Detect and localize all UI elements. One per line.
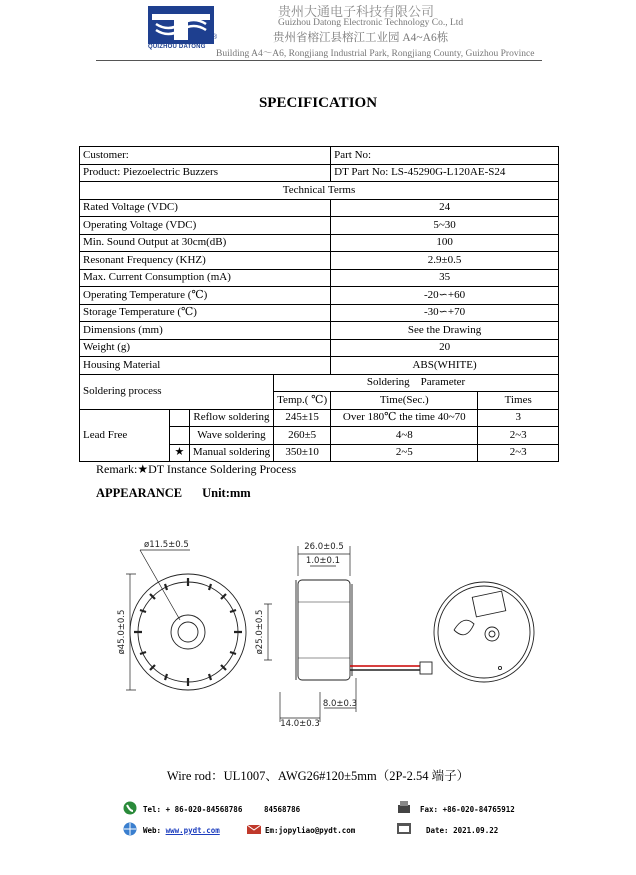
footer-web-link[interactable]: www.pydt.com (165, 826, 220, 835)
table-row (80, 287, 559, 305)
soldering-time: Over 180℃ the time 40~70 (331, 409, 478, 427)
soldering-method: Wave soldering (189, 427, 273, 445)
fax-icon (396, 800, 412, 814)
address-cn: 贵州省榕江县榕江工业园 A4~A6栋 (273, 32, 449, 44)
spec-label: Housing Material (80, 357, 331, 375)
technical-terms-heading: Technical Terms (80, 182, 559, 200)
spec-label: Rated Voltage (VDC) (80, 199, 331, 217)
spec-label: Storage Temperature (℃) (80, 304, 331, 322)
soldering-temp: 245±15 (274, 409, 331, 427)
customer-cell: Customer: (80, 147, 331, 165)
email-icon (246, 822, 262, 836)
dim-body-diameter: ø25.0±0.5 (255, 609, 265, 655)
footer-email[interactable]: Em:jopyliao@pydt.com (265, 826, 356, 835)
table-row (80, 339, 559, 357)
spec-value: 35 (331, 269, 559, 287)
phone-icon (122, 801, 138, 815)
footer-fax: Fax: +86-020-84765912 (420, 805, 515, 814)
table-row (80, 304, 559, 322)
dt-part-no-cell: DT Part No: LS-45290G-L120AE-S24 (331, 164, 559, 182)
spec-label: Operating Temperature (℃) (80, 287, 331, 305)
table-row (80, 322, 559, 340)
table-row (80, 409, 559, 427)
spec-label: Operating Voltage (VDC) (80, 217, 331, 235)
soldering-process-label: Soldering process (80, 374, 274, 409)
soldering-parameter-heading: Soldering Parameter (274, 374, 559, 392)
wire-rod-text: Wire rod：UL1007、AWG26#120±5mm（2P-2.54 端子） (166, 769, 470, 783)
spec-value: -30∽+70 (331, 304, 559, 322)
dim-flange: 1.0±0.1 (305, 556, 341, 566)
table-row (80, 357, 559, 375)
table-row (80, 182, 559, 200)
dim-diameter: ø45.0±0.5 (117, 609, 127, 655)
table-row (80, 147, 559, 165)
company-logo (148, 6, 214, 44)
soldering-time: 2~5 (331, 444, 478, 462)
spec-value: 20 (331, 339, 559, 357)
footer-tel-ext: 84568786 (264, 805, 301, 814)
table-row (80, 164, 559, 182)
spec-value: 24 (331, 199, 559, 217)
company-name-en: Guizhou Datong Electronic Technology Co., Ltd (278, 18, 464, 28)
spec-label: Min. Sound Output at 30cm(dB) (80, 234, 331, 252)
unit-label: Unit:mm (202, 486, 251, 500)
lead-free-label: Lead Free (80, 409, 170, 462)
spec-label: Resonant Frequency (KHZ) (80, 252, 331, 270)
company-name-cn: 贵州大通电子科技有限公司 (278, 4, 435, 19)
spec-value: -20∽+60 (331, 287, 559, 305)
dim-center-hole: ø11.5±0.5 (144, 540, 189, 550)
page-title: SPECIFICATION (258, 95, 378, 111)
soldering-temp: 350±10 (274, 444, 331, 462)
product-cell: Product: Piezoelectric Buzzers (80, 164, 331, 182)
table-row (80, 374, 559, 392)
header-divider (96, 60, 542, 61)
soldering-temp: 260±5 (274, 427, 331, 445)
soldering-times: 2~3 (478, 444, 559, 462)
spec-value: 2.9±0.5 (331, 252, 559, 270)
table-row (80, 199, 559, 217)
table-row (80, 234, 559, 252)
spec-value: 100 (331, 234, 559, 252)
soldering-method: Manual soldering (189, 444, 273, 462)
spec-value: ABS(WHITE) (331, 357, 559, 375)
remark-text: Remark:★DT Instance Soldering Process (96, 462, 297, 476)
soldering-time: 4~8 (331, 427, 478, 445)
col-temp: Temp.( ℃) (274, 392, 331, 410)
technical-drawing (110, 532, 550, 740)
spec-label: Weight (g) (80, 339, 331, 357)
table-row (80, 217, 559, 235)
part-no-cell: Part No: (331, 147, 559, 165)
calendar-icon (396, 821, 412, 835)
dim-width: 26.0±0.5 (304, 542, 344, 552)
soldering-mark-star: ★ (170, 444, 190, 462)
appearance-label: APPEARANCE (96, 486, 183, 500)
footer-web (143, 826, 220, 835)
footer-tel: Tel: + 86-020-84568786 (143, 805, 243, 814)
spec-value: 5~30 (331, 217, 559, 235)
soldering-mark (170, 409, 190, 427)
col-times: Times (478, 392, 559, 410)
web-icon (122, 822, 138, 836)
spec-label: Dimensions (mm) (80, 322, 331, 340)
spec-table (79, 146, 559, 462)
logo-text: QUIZHOU DATONG (148, 44, 206, 50)
spec-value: See the Drawing (331, 322, 559, 340)
soldering-mark (170, 427, 190, 445)
soldering-times: 3 (478, 409, 559, 427)
table-row (80, 269, 559, 287)
footer-date: Date: 2021.09.22 (426, 826, 499, 835)
soldering-method: Reflow soldering (189, 409, 273, 427)
col-time: Time(Sec.) (331, 392, 478, 410)
table-row (80, 252, 559, 270)
spec-label: Max. Current Consumption (mA) (80, 269, 331, 287)
registered-mark: ® (212, 34, 218, 41)
address-en: Building A4～A6, Rongjiang Industrial Park, Rongjiang County, Guizhou Province (216, 49, 535, 59)
dim-wire: 8.0±0.3 (322, 699, 358, 709)
appearance-heading (96, 486, 251, 501)
soldering-times: 2~3 (478, 427, 559, 445)
footer-web-label: Web: (143, 826, 166, 835)
dim-depth: 14.0±0.3 (280, 719, 320, 729)
